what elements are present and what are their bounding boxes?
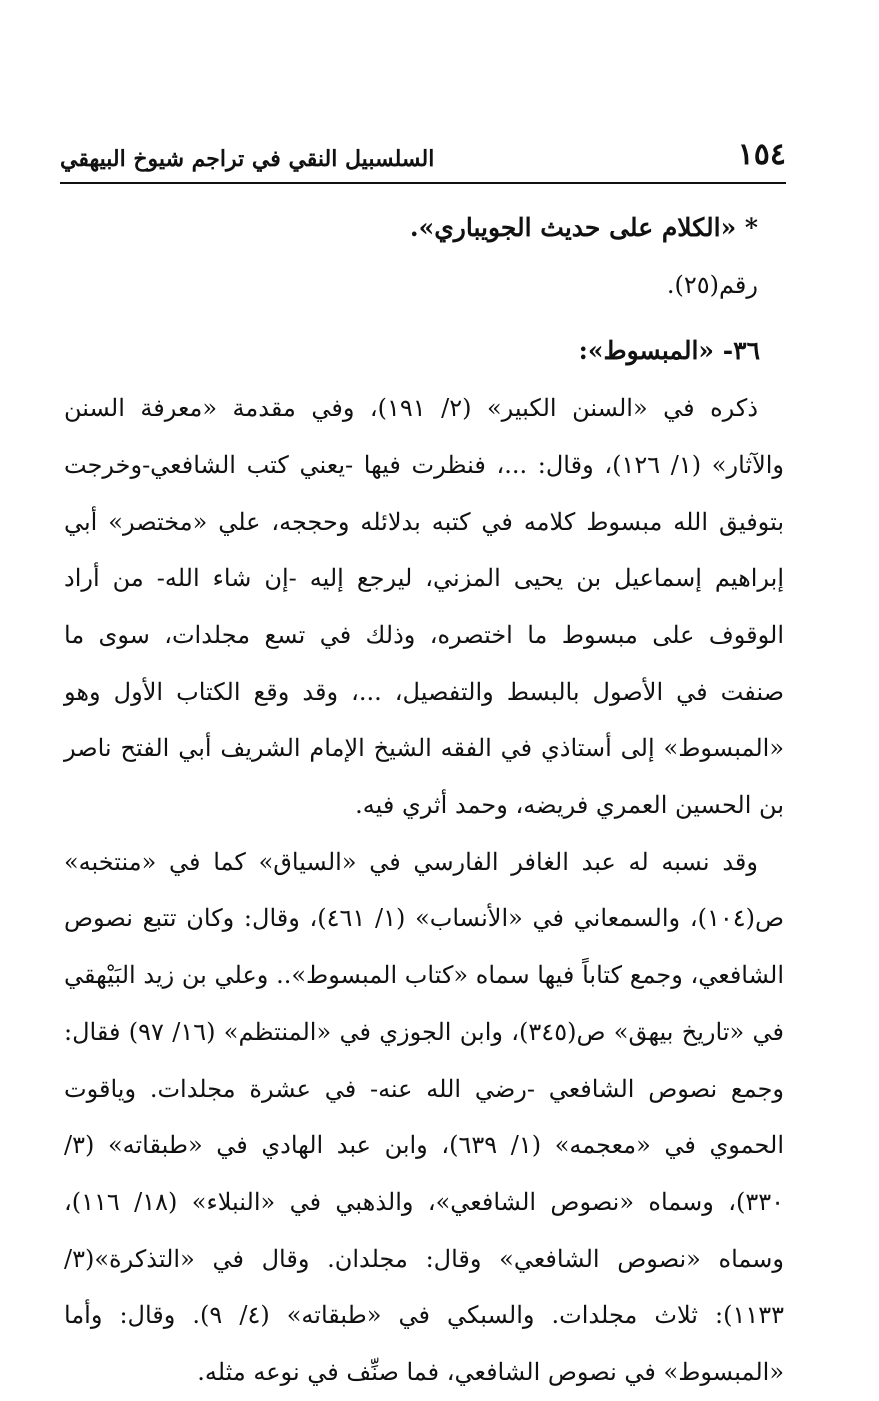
page-header xyxy=(60,138,786,184)
topic-line: * «الكلام على حديث الجويباري». xyxy=(409,213,758,242)
page-body xyxy=(64,200,784,1401)
paragraph-2: وقد نسبه له عبد الغافر الفارسي في «السياق» كما في «منتخبه» ص(١٠٤)، والسمعاني في «الأنساب» (١/ ٤٦١)، وقال: وكان تتبع نصوص الشافعي، وجمع كتاباً فيها سماه «كتاب المبسوط».. وعلي بن زيد البَيْهقي في «تاريخ بيهق» ص(٣٤٥)، وابن الجوزي في «المنتظم» (١٦/ ٩٧) فقال: وجمع نصوص الشافعي -رضي الله عنه- في عشرة مجلدات. وياقوت الحموي في «معجمه» (١/ ٦٣٩)، وابن عبد الهادي في «طبقاته» (٣/ ٣٣٠)، وسماه «نصوص الشافعي»، والذهبي في «النبلاء» (١٨/ ١١٦)، وسماه «نصوص الشافعي» وقال: مجلدان. وقال في «التذكرة»(٣/ ١١٣٣): ثلاث مجلدات. والسبكي في «طبقاته» (٤/ ٩). وقال: وأما «المبسوط» في نصوص الشافعي، فما صنِّف في نوعه مثله. xyxy=(64,847,784,1387)
entry-heading: ٣٦- «المبسوط»: xyxy=(578,336,760,366)
running-title: السلسبيل النقي في تراجم شيوخ البيهقي xyxy=(60,146,435,172)
page-number: ١٥٤ xyxy=(737,137,786,172)
reference-line: رقم(٢٥). xyxy=(666,270,758,299)
paragraph-1: ذكره في «السنن الكبير» (٢/ ١٩١)، وفي مقدمة «معرفة السنن والآثار» (١/ ١٢٦)، وقال: ...، فنظرت فيها -يعني كتب الشافعي-وخرجت بتوفيق الله مبسوط كلامه في كتبه بدلائله وحججه، علي «مختصر» أبي إبراهيم إسماعيل بن يحيى المزني، ليرجع إليه -إن شاء الله- من أراد الوقوف على مبسوط ما اختصره، وذلك في تسع مجلدات، سوى ما صنفت في الأصول بالبسط والتفصيل، ...، وقد وقع الكتاب الأول وهو «المبسوط» إلى أستاذي في الفقه الشيخ الإمام الشريف أبي الفتح ناصر بن الحسين العمري فريضه، وحمد أثري فيه. xyxy=(64,394,785,820)
